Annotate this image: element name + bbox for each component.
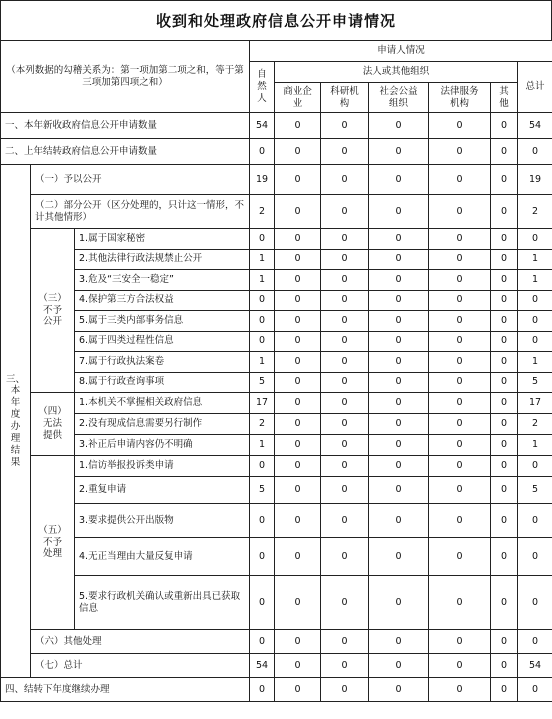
- value-cell: 0: [369, 456, 429, 477]
- group-5-label: （五） 不予 处理: [31, 456, 75, 630]
- value-cell: 0: [321, 654, 369, 678]
- value-cell: 0: [429, 630, 491, 654]
- row-label: 7.属于行政执法案卷: [75, 352, 250, 373]
- value-cell: 0: [429, 270, 491, 291]
- value-cell: 0: [429, 195, 491, 229]
- table-row: [1, 229, 552, 250]
- value-cell: 1: [250, 249, 275, 270]
- value-cell: 0: [491, 504, 518, 538]
- value-cell: 0: [518, 311, 552, 332]
- row-label: 1.信访举报投诉类申请: [75, 456, 250, 477]
- value-cell: 0: [321, 331, 369, 352]
- value-cell: 0: [491, 311, 518, 332]
- row-label: 5.属于三类内部事务信息: [75, 311, 250, 332]
- value-cell: 0: [321, 477, 369, 504]
- value-cell: 0: [275, 331, 321, 352]
- table-row: [1, 290, 552, 311]
- value-cell: 0: [491, 393, 518, 414]
- table-row: [1, 331, 552, 352]
- value-cell: 0: [369, 195, 429, 229]
- value-cell: 0: [491, 165, 518, 195]
- table-row: [1, 352, 552, 373]
- value-cell: 0: [275, 165, 321, 195]
- page-title: 收到和处理政府信息公开申请情况: [0, 0, 552, 40]
- row-label: 3.要求提供公开出版物: [75, 504, 250, 538]
- section-3-label: 三、 本 年 度 办 理 结 果: [1, 165, 31, 678]
- value-cell: 0: [321, 372, 369, 393]
- value-cell: 0: [369, 504, 429, 538]
- value-cell: 0: [518, 139, 552, 165]
- value-cell: 0: [250, 630, 275, 654]
- value-cell: 0: [369, 270, 429, 291]
- value-cell: 0: [275, 435, 321, 456]
- value-cell: 0: [491, 270, 518, 291]
- value-cell: 0: [369, 393, 429, 414]
- value-cell: 0: [429, 290, 491, 311]
- row-label: 2.没有现成信息需要另行制作: [75, 414, 250, 435]
- header-total: 总计: [518, 62, 552, 113]
- value-cell: 0: [275, 538, 321, 576]
- value-cell: 0: [491, 435, 518, 456]
- value-cell: 0: [491, 331, 518, 352]
- value-cell: 0: [491, 372, 518, 393]
- table-row: [1, 311, 552, 332]
- value-cell: 0: [321, 195, 369, 229]
- value-cell: 0: [321, 113, 369, 139]
- group-4-label: （四） 无法 提供: [31, 393, 75, 456]
- value-cell: 0: [369, 113, 429, 139]
- value-cell: 0: [321, 456, 369, 477]
- value-cell: 1: [518, 435, 552, 456]
- table-row: [1, 630, 552, 654]
- value-cell: 0: [321, 576, 369, 630]
- row-label: （七）总计: [31, 654, 250, 678]
- header-commercial: 商业企 业: [275, 83, 321, 113]
- table-row: [1, 372, 552, 393]
- value-cell: 1: [518, 249, 552, 270]
- value-cell: 2: [518, 414, 552, 435]
- statistics-table: [0, 40, 552, 702]
- row-label: 6.属于四类过程性信息: [75, 331, 250, 352]
- value-cell: 0: [491, 414, 518, 435]
- row-label: 四、结转下年度继续办理: [1, 678, 250, 702]
- value-cell: 5: [518, 372, 552, 393]
- table-row: [1, 393, 552, 414]
- value-cell: 5: [250, 477, 275, 504]
- row-label: 4.无正当理由大量反复申请: [75, 538, 250, 576]
- value-cell: 0: [491, 477, 518, 504]
- value-cell: 0: [518, 456, 552, 477]
- value-cell: 0: [369, 678, 429, 702]
- value-cell: 0: [321, 393, 369, 414]
- table-row: [1, 139, 552, 165]
- table-row: [1, 654, 552, 678]
- value-cell: 0: [275, 311, 321, 332]
- value-cell: 0: [275, 414, 321, 435]
- value-cell: 0: [250, 504, 275, 538]
- value-cell: 0: [369, 165, 429, 195]
- value-cell: 0: [429, 229, 491, 250]
- value-cell: 0: [429, 576, 491, 630]
- value-cell: 0: [369, 331, 429, 352]
- value-cell: 0: [321, 538, 369, 576]
- group-3-label: （三） 不予 公开: [31, 229, 75, 393]
- table-row: [1, 270, 552, 291]
- value-cell: 0: [275, 270, 321, 291]
- value-cell: 0: [250, 678, 275, 702]
- value-cell: 0: [518, 290, 552, 311]
- value-cell: 0: [518, 504, 552, 538]
- value-cell: 0: [429, 654, 491, 678]
- value-cell: 0: [518, 678, 552, 702]
- value-cell: 0: [275, 229, 321, 250]
- value-cell: 54: [518, 113, 552, 139]
- value-cell: 0: [518, 538, 552, 576]
- value-cell: 0: [250, 229, 275, 250]
- table-row: [1, 41, 552, 62]
- value-cell: 0: [275, 195, 321, 229]
- row-label: 一、本年新收政府信息公开申请数量: [1, 113, 250, 139]
- value-cell: 0: [321, 290, 369, 311]
- value-cell: 0: [275, 504, 321, 538]
- value-cell: 0: [250, 139, 275, 165]
- value-cell: 1: [250, 435, 275, 456]
- value-cell: 0: [275, 139, 321, 165]
- value-cell: 0: [369, 290, 429, 311]
- value-cell: 0: [518, 331, 552, 352]
- value-cell: 0: [369, 311, 429, 332]
- value-cell: 0: [321, 352, 369, 373]
- value-cell: 0: [369, 654, 429, 678]
- value-cell: 0: [369, 477, 429, 504]
- value-cell: 0: [429, 165, 491, 195]
- value-cell: 0: [429, 435, 491, 456]
- value-cell: 0: [275, 352, 321, 373]
- value-cell: 0: [429, 352, 491, 373]
- value-cell: 0: [429, 504, 491, 538]
- value-cell: 54: [250, 113, 275, 139]
- value-cell: 0: [491, 195, 518, 229]
- value-cell: 17: [250, 393, 275, 414]
- value-cell: 0: [369, 538, 429, 576]
- value-cell: 0: [429, 139, 491, 165]
- value-cell: 0: [250, 576, 275, 630]
- header-social: 社会公益 组织: [369, 83, 429, 113]
- table-row: [1, 113, 552, 139]
- value-cell: 0: [429, 393, 491, 414]
- value-cell: 0: [429, 311, 491, 332]
- row-label: 4.保护第三方合法权益: [75, 290, 250, 311]
- value-cell: 0: [429, 414, 491, 435]
- row-label: 8.属于行政查询事项: [75, 372, 250, 393]
- table-row: [1, 477, 552, 504]
- row-label: 2.重复申请: [75, 477, 250, 504]
- value-cell: 0: [275, 630, 321, 654]
- value-cell: 0: [429, 372, 491, 393]
- value-cell: 0: [321, 435, 369, 456]
- value-cell: 0: [518, 576, 552, 630]
- value-cell: 0: [369, 435, 429, 456]
- value-cell: 0: [369, 630, 429, 654]
- header-applicant: 申请人情况: [250, 41, 552, 62]
- table-row: [1, 576, 552, 630]
- value-cell: 0: [275, 113, 321, 139]
- value-cell: 0: [491, 538, 518, 576]
- value-cell: 0: [321, 139, 369, 165]
- value-cell: 0: [491, 229, 518, 250]
- row-label: 1.属于国家秘密: [75, 229, 250, 250]
- value-cell: 1: [518, 352, 552, 373]
- value-cell: 2: [518, 195, 552, 229]
- value-cell: 0: [429, 538, 491, 576]
- value-cell: 0: [491, 678, 518, 702]
- table-row: [1, 249, 552, 270]
- row-label: （二）部分公开（区分处理的，只计这一情形，不计其他情形）: [31, 195, 250, 229]
- value-cell: 0: [275, 393, 321, 414]
- value-cell: 0: [275, 249, 321, 270]
- value-cell: 0: [250, 456, 275, 477]
- header-legal-group: 法人或其他组织: [275, 62, 518, 83]
- value-cell: 0: [250, 331, 275, 352]
- value-cell: 0: [429, 456, 491, 477]
- value-cell: 5: [518, 477, 552, 504]
- table-row: [1, 538, 552, 576]
- value-cell: 0: [491, 576, 518, 630]
- header-natural-person: 自 然 人: [250, 62, 275, 113]
- value-cell: 54: [250, 654, 275, 678]
- value-cell: 0: [491, 290, 518, 311]
- value-cell: 0: [369, 352, 429, 373]
- table-row: [1, 414, 552, 435]
- value-cell: 5: [250, 372, 275, 393]
- value-cell: 19: [518, 165, 552, 195]
- value-cell: 2: [250, 414, 275, 435]
- value-cell: 0: [429, 249, 491, 270]
- value-cell: 0: [275, 654, 321, 678]
- value-cell: 1: [518, 270, 552, 291]
- value-cell: 0: [518, 229, 552, 250]
- value-cell: 0: [429, 477, 491, 504]
- table-row: [1, 456, 552, 477]
- value-cell: 0: [491, 113, 518, 139]
- table-row: [1, 165, 552, 195]
- value-cell: 0: [275, 477, 321, 504]
- value-cell: 0: [275, 456, 321, 477]
- value-cell: 0: [250, 290, 275, 311]
- value-cell: 0: [321, 249, 369, 270]
- value-cell: 0: [250, 311, 275, 332]
- value-cell: 0: [429, 331, 491, 352]
- value-cell: 0: [429, 113, 491, 139]
- value-cell: 0: [491, 654, 518, 678]
- row-label: 3.补正后申请内容仍不明确: [75, 435, 250, 456]
- table-row: [1, 678, 552, 702]
- value-cell: 0: [491, 630, 518, 654]
- value-cell: 0: [491, 352, 518, 373]
- value-cell: 0: [275, 576, 321, 630]
- table-row: [1, 195, 552, 229]
- value-cell: 1: [250, 352, 275, 373]
- value-cell: 0: [369, 372, 429, 393]
- header-note: （本列数据的勾稽关系为：第一项加第二项之和，等于第三项加第四项之和）: [1, 41, 250, 113]
- value-cell: 0: [321, 678, 369, 702]
- table-row: [1, 504, 552, 538]
- value-cell: 0: [491, 139, 518, 165]
- row-label: （六）其他处理: [31, 630, 250, 654]
- value-cell: 19: [250, 165, 275, 195]
- row-label: 1.本机关不掌握相关政府信息: [75, 393, 250, 414]
- row-label: 二、上年结转政府信息公开申请数量: [1, 139, 250, 165]
- header-legal-service: 法律服务 机构: [429, 83, 491, 113]
- value-cell: 0: [369, 249, 429, 270]
- row-label: 2.其他法律行政法规禁止公开: [75, 249, 250, 270]
- row-label: （一）予以公开: [31, 165, 250, 195]
- value-cell: 0: [491, 456, 518, 477]
- value-cell: 17: [518, 393, 552, 414]
- value-cell: 2: [250, 195, 275, 229]
- value-cell: 0: [321, 311, 369, 332]
- value-cell: 0: [321, 270, 369, 291]
- value-cell: 0: [518, 630, 552, 654]
- value-cell: 0: [321, 229, 369, 250]
- value-cell: 0: [369, 229, 429, 250]
- value-cell: 0: [369, 139, 429, 165]
- value-cell: 0: [321, 165, 369, 195]
- value-cell: 0: [275, 290, 321, 311]
- value-cell: 54: [518, 654, 552, 678]
- row-label: 3.危及“三安全一稳定”: [75, 270, 250, 291]
- header-research: 科研机 构: [321, 83, 369, 113]
- value-cell: 0: [321, 630, 369, 654]
- value-cell: 0: [275, 678, 321, 702]
- value-cell: 0: [429, 678, 491, 702]
- header-other: 其 他: [491, 83, 518, 113]
- table-row: [1, 435, 552, 456]
- row-label: 5.要求行政机关确认或重新出具已获取信息: [75, 576, 250, 630]
- value-cell: 0: [321, 414, 369, 435]
- value-cell: 0: [250, 538, 275, 576]
- value-cell: 0: [369, 576, 429, 630]
- value-cell: 0: [369, 414, 429, 435]
- value-cell: 0: [491, 249, 518, 270]
- value-cell: 0: [275, 372, 321, 393]
- value-cell: 0: [321, 504, 369, 538]
- value-cell: 1: [250, 270, 275, 291]
